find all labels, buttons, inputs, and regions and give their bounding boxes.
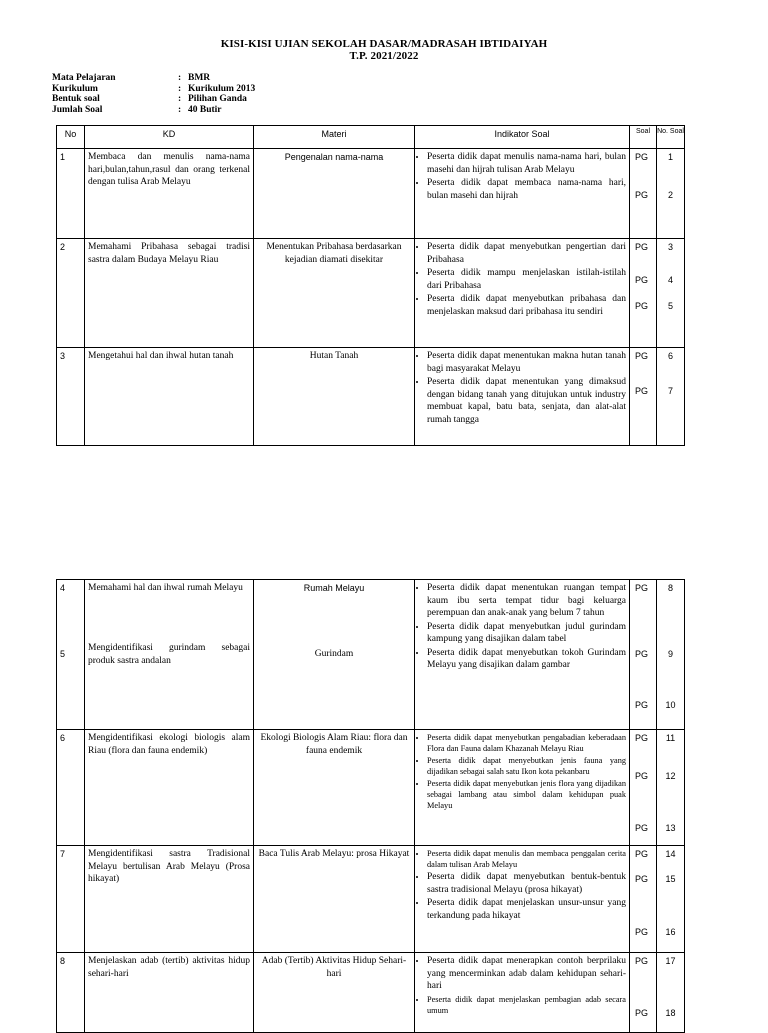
soal-type: PG bbox=[635, 1008, 649, 1018]
row-indikator bbox=[415, 348, 630, 446]
row-soal bbox=[630, 846, 657, 953]
kd-text: Mengidentifikasi gurindam sebagai produk sastra andalan bbox=[88, 643, 250, 666]
row-materi: Ekologi Biologis Alam Riau: flora dan fauna endemik bbox=[254, 730, 415, 846]
row-kd: Mengidentifikasi ekologi biologis alam Riau (flora dan fauna endemik) bbox=[85, 730, 254, 846]
soal-type: PG bbox=[635, 733, 649, 743]
soal-type: PG bbox=[635, 583, 649, 593]
row-no: 1 bbox=[57, 149, 85, 239]
indikator-item: • Peserta didik dapat menjelaskan pembagian adab secara umum bbox=[427, 994, 626, 1016]
row-kd: Mengetahui hal dan ihwal hutan tanah bbox=[85, 348, 254, 446]
soal-type: PG bbox=[635, 927, 649, 937]
soal-type: PG bbox=[635, 190, 649, 200]
meta-row: Bentuk soal : Pilihan Ganda bbox=[52, 94, 247, 104]
row-no: 6 bbox=[57, 730, 85, 846]
soal-number: 9 bbox=[667, 649, 673, 659]
table-row bbox=[57, 239, 685, 348]
indikator-item: • Peserta didik dapat menjelaskan unsur-unsur yang terkandung pada hikayat bbox=[427, 897, 626, 922]
indikator-item: • Peserta didik dapat menyebutkan tokoh Gurindam Melayu yang disajikan dalam gambar bbox=[427, 647, 626, 672]
meta-row: Jumlah Soal : 40 Butir bbox=[52, 104, 222, 115]
table-row bbox=[57, 149, 685, 239]
row-indikator bbox=[415, 846, 630, 953]
soal-number: 17 bbox=[665, 956, 676, 966]
soal-type: PG bbox=[635, 386, 649, 396]
indikator-item: • Peserta didik dapat menyebutkan judul gurindam kampung yang disajikan dalam tabel bbox=[427, 621, 626, 646]
row-no-value: 4 bbox=[60, 583, 66, 593]
row-indikator bbox=[415, 239, 630, 348]
materi-text: Rumah Melayu bbox=[303, 583, 365, 593]
row-soal bbox=[630, 953, 657, 1033]
table-row bbox=[57, 580, 685, 730]
indikator-item: • Peserta didik dapat menentukan ruangan tempat kaum ibu serta tempat tidur bagi keluarga perempuan dan anak-anak yang belum 7 tahun bbox=[427, 582, 626, 620]
row-no bbox=[57, 580, 85, 730]
row-nomor bbox=[657, 580, 685, 730]
meta-value: Kurikulum 2013 bbox=[188, 83, 256, 94]
soal-number: 8 bbox=[667, 583, 673, 593]
row-indikator bbox=[415, 953, 630, 1033]
soal-number: 14 bbox=[665, 849, 676, 859]
row-no-value: 5 bbox=[60, 649, 66, 659]
soal-type: PG bbox=[635, 771, 649, 781]
soal-type: PG bbox=[635, 849, 649, 859]
row-no: 2 bbox=[57, 239, 85, 348]
meta-row: Mata Pelajaran : BMR bbox=[52, 73, 211, 83]
soal-type: PG bbox=[635, 242, 649, 252]
indikator-item: • Peserta didik dapat menulis nama-nama hari, bulan masehi dan hijrah tulisan Arab Melayu bbox=[427, 151, 626, 176]
col-header-materi: Materi bbox=[254, 126, 415, 149]
soal-type: PG bbox=[635, 956, 649, 966]
indikator-item: • Peserta didik dapat menulis dan membaca penggalan cerita dalam tulisan Arab Melayu bbox=[427, 848, 626, 870]
row-indikator bbox=[415, 149, 630, 239]
row-kd: Memahami Pribahasa sebagai tradisi sastra dalam Budaya Melayu Riau bbox=[85, 239, 254, 348]
soal-number: 16 bbox=[665, 927, 676, 937]
indikator-item: • Peserta didik dapat menyebutkan jenis fauna yang dijadikan sebagai salah satu Ikon kota pekanbaru bbox=[427, 755, 626, 777]
table-row bbox=[57, 348, 685, 446]
soal-number: 6 bbox=[667, 351, 673, 361]
soal-number: 18 bbox=[665, 1008, 676, 1018]
indikator-item: • Peserta didik dapat menyebutkan bentuk-bentuk sastra tradisional Melayu (prosa hikayat) bbox=[427, 871, 626, 896]
soal-type: PG bbox=[635, 874, 649, 884]
row-soal bbox=[630, 149, 657, 239]
meta-key: Jumlah Soal bbox=[52, 104, 103, 115]
meta-value: BMR bbox=[188, 73, 211, 83]
meta-value: Pilihan Ganda bbox=[188, 94, 247, 104]
row-nomor bbox=[657, 348, 685, 446]
col-header-kd: KD bbox=[85, 126, 254, 149]
row-indikator bbox=[415, 730, 630, 846]
table-row bbox=[57, 730, 685, 846]
soal-type: PG bbox=[635, 301, 649, 311]
indikator-item: • Peserta didik dapat menyebutkan pribahasa dan menjelaskan maksud dari pribahasa itu sendiri bbox=[427, 293, 626, 318]
row-nomor bbox=[657, 239, 685, 348]
indikator-item: • Peserta didik dapat menentukan makna hutan tanah bagi masyarakat Melayu bbox=[427, 350, 626, 375]
soal-number: 7 bbox=[667, 386, 673, 396]
row-nomor bbox=[657, 953, 685, 1033]
indikator-item: • Peserta didik dapat membaca nama-nama hari, bulan masehi dan hijrah bbox=[427, 177, 626, 202]
row-materi: Menentukan Pribahasa berdasarkan kejadian diamati disekitar bbox=[254, 239, 415, 348]
row-materi: Hutan Tanah bbox=[254, 348, 415, 446]
kisi-table-page2 bbox=[56, 579, 685, 1033]
indikator-item: • Peserta didik dapat menerapkan contoh berprilaku yang mencerminkan adab dalam kehidupan sehari-hari bbox=[427, 955, 626, 993]
soal-type: PG bbox=[635, 152, 649, 162]
indikator-item: • Peserta didik dapat menentukan yang dimaksud dengan bidang tanah yang ditujukan untuk industry membuat kapal, batu bata, senjata, dan alat-alat rumah tangga bbox=[427, 376, 626, 426]
row-nomor bbox=[657, 846, 685, 953]
soal-number: 15 bbox=[665, 874, 676, 884]
soal-number: 10 bbox=[665, 700, 676, 710]
row-kd bbox=[85, 580, 254, 730]
indikator-item: • Peserta didik mampu menjelaskan istilah-istilah dari Pribahasa bbox=[427, 267, 626, 292]
indikator-item: • Peserta didik dapat menyebutkan jenis flora yang dijadikan sebagai lambang atau simbol dalam kehidupan puak Melayu bbox=[427, 778, 626, 811]
table-row bbox=[57, 846, 685, 953]
soal-number: 12 bbox=[665, 771, 676, 781]
col-header-soal: Soal bbox=[630, 126, 657, 149]
document-year: T.P. 2021/2022 bbox=[349, 50, 419, 62]
row-nomor bbox=[657, 149, 685, 239]
meta-row: Kurikulum : Kurikulum 2013 bbox=[52, 83, 256, 94]
row-no: 8 bbox=[57, 953, 85, 1033]
table-row bbox=[57, 953, 685, 1033]
soal-number: 13 bbox=[665, 823, 676, 833]
meta-key: Kurikulum bbox=[52, 83, 98, 94]
soal-type: PG bbox=[635, 823, 649, 833]
soal-type: PG bbox=[635, 275, 649, 285]
row-kd: Membaca dan menulis nama-nama hari,bulan,tahun,rasul dan orang terkenal dengan tulisa Arab Melayu bbox=[85, 149, 254, 239]
soal-number: 4 bbox=[667, 275, 673, 285]
meta-value: 40 Butir bbox=[188, 104, 222, 115]
soal-type: PG bbox=[635, 649, 649, 659]
soal-number: 5 bbox=[667, 301, 673, 311]
soal-number: 3 bbox=[667, 242, 673, 252]
row-no: 7 bbox=[57, 846, 85, 953]
row-materi: Baca Tulis Arab Melayu: prosa Hikayat bbox=[254, 846, 415, 953]
row-soal bbox=[630, 348, 657, 446]
row-nomor bbox=[657, 730, 685, 846]
row-soal bbox=[630, 730, 657, 846]
meta-key: Bentuk soal bbox=[52, 94, 100, 104]
col-header-nomor: No. Soal bbox=[657, 126, 685, 149]
meta-info bbox=[52, 73, 255, 115]
indikator-item: • Peserta didik dapat menyebutkan pengabadian keberadaan Flora dan Fauna dalam Khazanah Melayu Riau bbox=[427, 732, 626, 754]
row-soal bbox=[630, 580, 657, 730]
soal-type: PG bbox=[635, 351, 649, 361]
row-kd: Mengidentifikasi sastra Tradisional Melayu bertulisan Arab Melayu (Prosa hikayat) bbox=[85, 846, 254, 953]
col-header-indikator: Indikator Soal bbox=[415, 126, 630, 149]
row-materi: Pengenalan nama-nama bbox=[254, 149, 415, 239]
soal-number: 2 bbox=[667, 190, 673, 200]
materi-text: Gurindam bbox=[314, 649, 354, 659]
row-indikator bbox=[415, 580, 630, 730]
document-title: KISI-KISI UJIAN SEKOLAH DASAR/MADRASAH IBTIDAIYAH bbox=[220, 38, 548, 50]
kd-text: Memahami hal dan ihwal rumah Melayu bbox=[88, 583, 243, 593]
col-header-no: No bbox=[57, 126, 85, 149]
meta-key: Mata Pelajaran bbox=[52, 73, 116, 83]
row-materi: Adab (Tertib) Aktivitas Hidup Sehari-hari bbox=[254, 953, 415, 1033]
soal-type: PG bbox=[635, 700, 649, 710]
soal-number: 11 bbox=[665, 733, 676, 743]
kisi-table-page1 bbox=[56, 125, 685, 446]
row-soal bbox=[630, 239, 657, 348]
row-kd: Menjelaskan adab (tertib) aktivitas hidup sehari-hari bbox=[85, 953, 254, 1033]
indikator-item: • Peserta didik dapat menyebutkan pengertian dari Pribahasa bbox=[427, 241, 626, 266]
row-materi bbox=[254, 580, 415, 730]
soal-number: 1 bbox=[667, 152, 673, 162]
row-no: 3 bbox=[57, 348, 85, 446]
